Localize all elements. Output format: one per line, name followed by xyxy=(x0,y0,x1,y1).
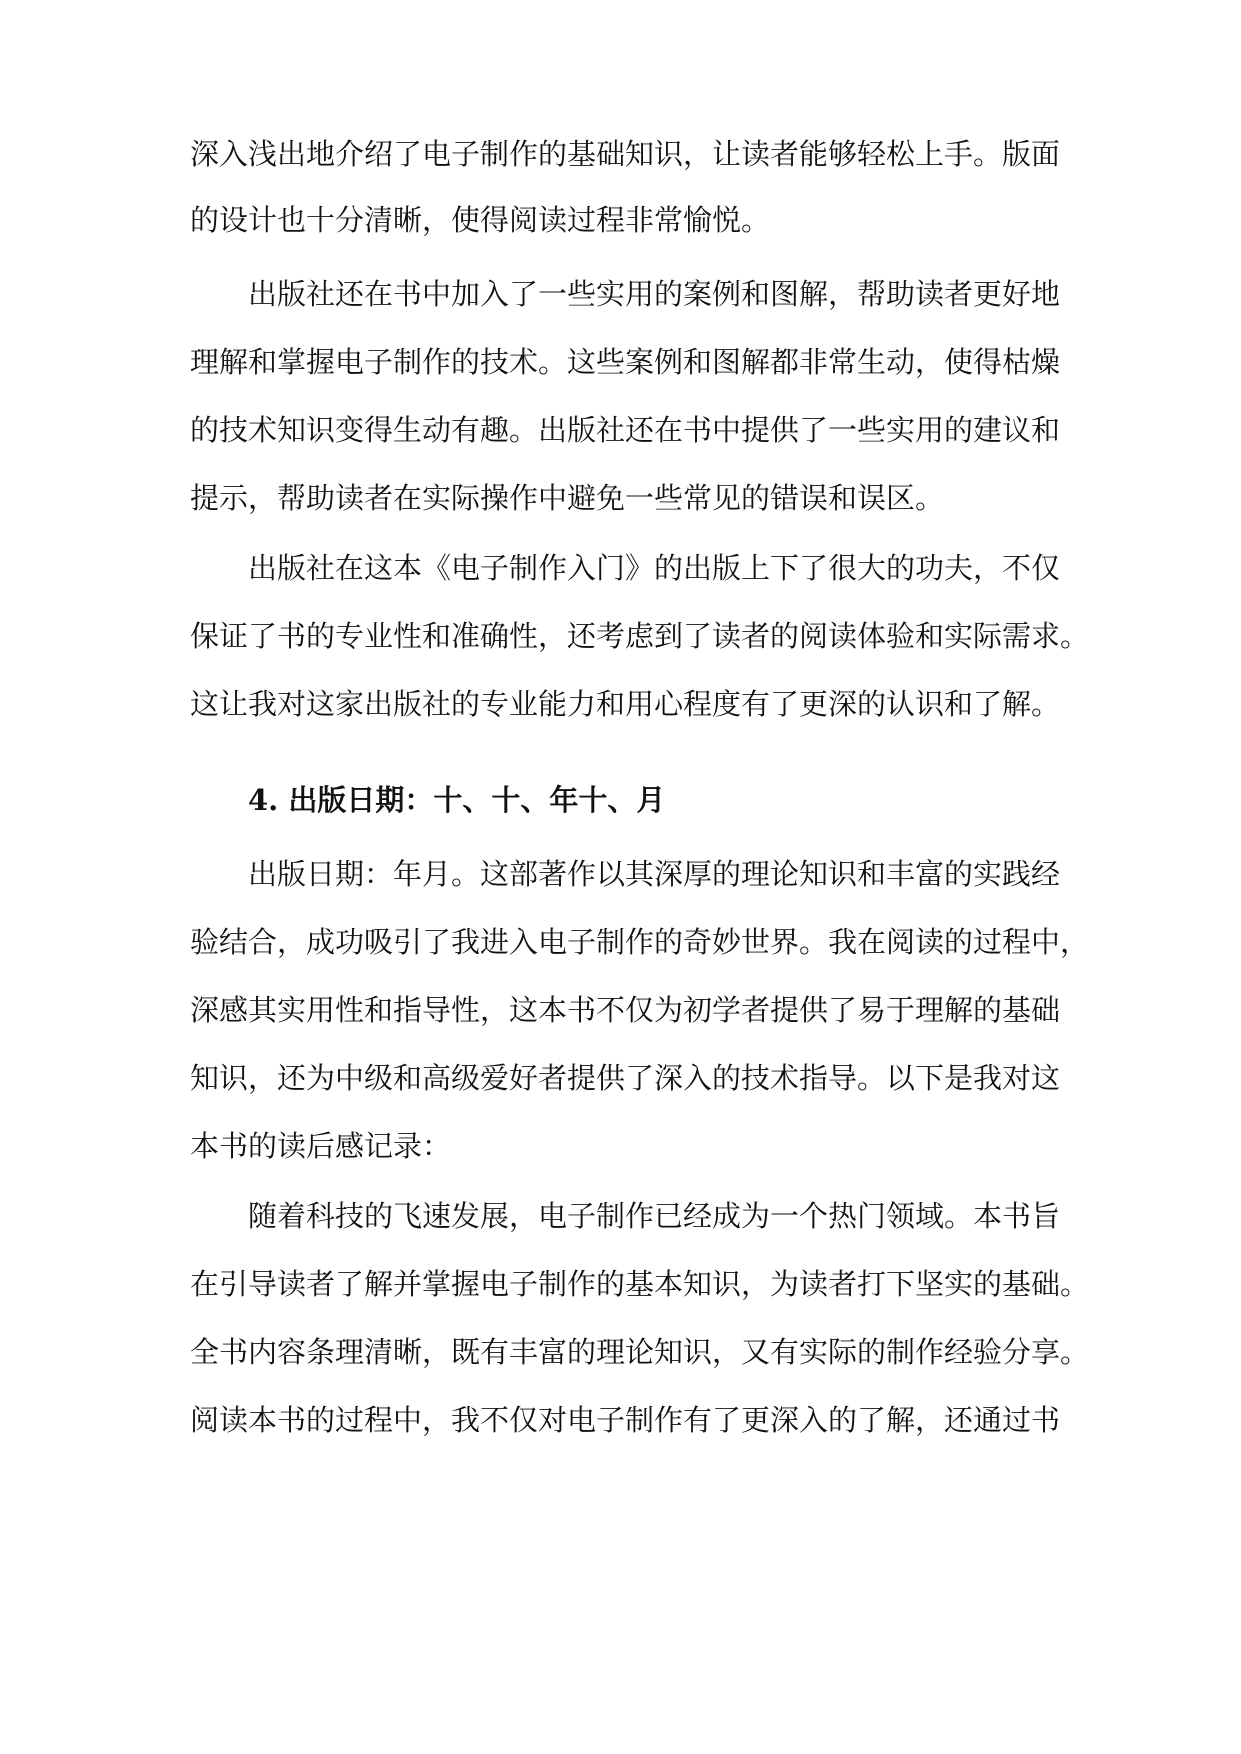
section-heading: 4. 出版日期：十、十、年十、月 xyxy=(248,783,666,817)
paragraph-line: 随着科技的飞速发展，电子制作已经成为一个热门领域。本书旨 xyxy=(248,1199,1061,1233)
paragraph-line: 的技术知识变得生动有趣。出版社还在书中提供了一些实用的建议和 xyxy=(190,413,1061,447)
paragraph-line: 提示，帮助读者在实际操作中避免一些常见的错误和误区。 xyxy=(190,481,945,515)
paragraph-line: 出版日期：年月。这部著作以其深厚的理论知识和丰富的实践经 xyxy=(248,857,1061,891)
paragraph-line: 验结合，成功吸引了我进入电子制作的奇妙世界。我在阅读的过程中， xyxy=(190,925,1090,959)
paragraph-line: 的设计也十分清晰，使得阅读过程非常愉悦。 xyxy=(190,203,771,237)
paragraph-line: 阅读本书的过程中，我不仅对电子制作有了更深入的了解，还通过书 xyxy=(190,1403,1061,1437)
paragraph-line: 深入浅出地介绍了电子制作的基础知识，让读者能够轻松上手。版面 xyxy=(190,137,1061,171)
paragraph-line: 本书的读后感记录： xyxy=(190,1129,452,1163)
paragraph-line: 全书内容条理清晰，既有丰富的理论知识，又有实际的制作经验分享。 xyxy=(190,1335,1090,1369)
paragraph-line: 保证了书的专业性和准确性，还考虑到了读者的阅读体验和实际需求。 xyxy=(190,619,1090,653)
paragraph-line: 这让我对这家出版社的专业能力和用心程度有了更深的认识和了解。 xyxy=(190,687,1061,721)
paragraph-line: 出版社在这本《电子制作入门》的出版上下了很大的功夫，不仅 xyxy=(248,551,1061,585)
paragraph-line: 出版社还在书中加入了一些实用的案例和图解，帮助读者更好地 xyxy=(248,277,1061,311)
paragraph-line: 在引导读者了解并掌握电子制作的基本知识，为读者打下坚实的基础。 xyxy=(190,1267,1090,1301)
paragraph-line: 知识，还为中级和高级爱好者提供了深入的技术指导。以下是我对这 xyxy=(190,1061,1061,1095)
paragraph-line: 理解和掌握电子制作的技术。这些案例和图解都非常生动，使得枯燥 xyxy=(190,345,1061,379)
paragraph-line: 深感其实用性和指导性，这本书不仅为初学者提供了易于理解的基础 xyxy=(190,993,1061,1027)
